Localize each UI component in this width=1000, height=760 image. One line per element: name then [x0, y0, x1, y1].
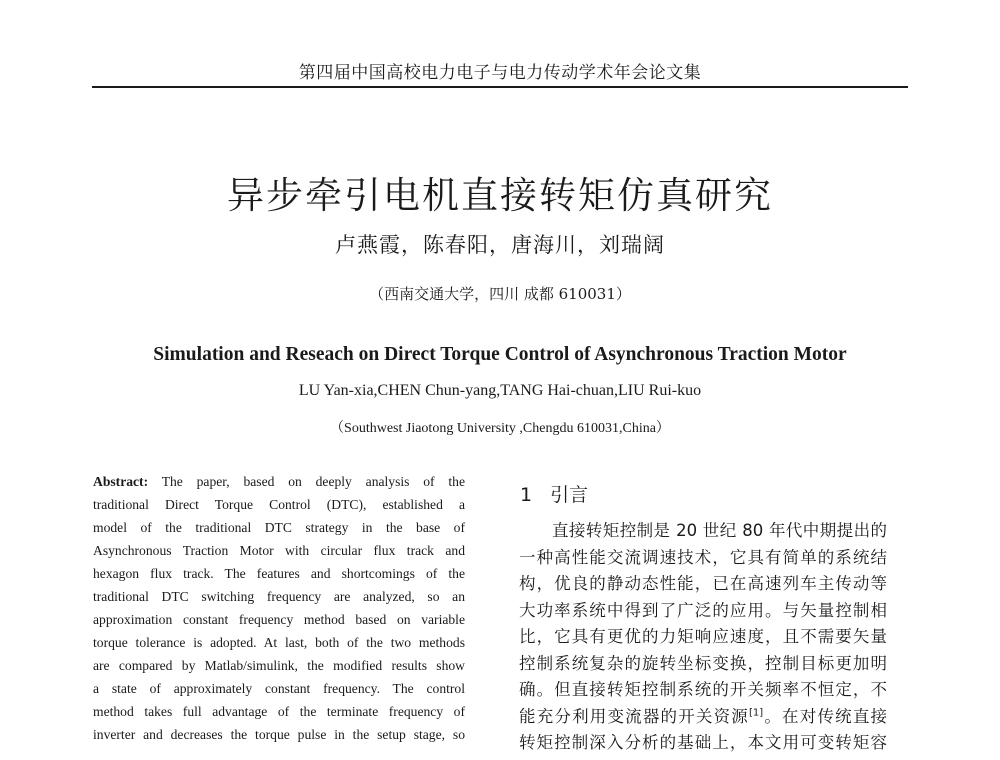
abstract-label: Abstract:	[93, 474, 149, 489]
intro-paragraph	[519, 518, 887, 757]
running-header: 第四届中国高校电力电子与电力传动学术年会论文集	[298, 63, 702, 83]
abstract-line: method takes full advantage of the terminate frequency of	[93, 704, 465, 719]
intro-line	[519, 704, 887, 731]
intro-line: 转矩控制深入分析的基础上，本文用可变转矩容	[519, 733, 887, 752]
abstract-line: are compared by Matlab/simulink, the modified results show	[93, 658, 465, 673]
abstract-line: approximation constant frequency method based on variable	[93, 612, 465, 627]
abstract-line: hexagon flux track. The features and shortcomings of the	[93, 566, 465, 581]
abstract-line: Asynchronous Traction Motor with circular flux track and	[93, 543, 465, 558]
abstract-line: traditional Direct Torque Control (DTC), established a	[93, 497, 465, 512]
intro-line: 大功率系统中得到了广泛的应用。与矢量控制相	[519, 600, 887, 620]
authors-en: LU Yan-xia,CHEN Chun-yang,TANG Hai-chuan,LIU Rui-kuo	[298, 382, 702, 399]
intro-text: 能充分利用变流器的开关资源	[519, 706, 749, 726]
abstract	[93, 470, 465, 746]
abstract-line: a state of approximately constant frequency. The control	[93, 681, 465, 696]
abstract-text: The paper, based on deeply analysis of the	[161, 474, 465, 489]
paper-title-cn: 异步牵引电机直接转矩仿真研究	[227, 174, 773, 217]
section-title: 引言	[550, 484, 589, 506]
intro-line: 构，优良的静动态性能，已在高速列车主传动等	[519, 574, 887, 593]
citation-ref[interactable]: [1]	[749, 707, 764, 718]
header-rule	[92, 86, 908, 88]
intro-line: 控制系统复杂的旋转坐标变换，控制目标更加明	[519, 653, 887, 673]
abstract-line: model of the traditional DTC strategy in the base of	[93, 520, 465, 535]
paper-title-en: Simulation and Reseach on Direct Torque Control of Asynchronous Traction Motor	[153, 344, 847, 365]
section-heading	[520, 480, 588, 507]
intro-text: 。在对传统直接	[763, 706, 888, 726]
affiliation-en: （Southwest Jiaotong University ,Chengdu 610031,China）	[330, 421, 670, 436]
affiliation-cn: （西南交通大学，四川 成都 610031）	[369, 285, 631, 303]
intro-line: 直接转矩控制是 20 世纪 80 年代中期提出的	[552, 521, 887, 540]
abstract-line: inverter and decreases the torque pulse in the setup stage, so	[93, 727, 465, 742]
authors-cn: 卢燕霞，陈春阳，唐海川，刘瑞阔	[335, 233, 665, 257]
abstract-line	[93, 470, 465, 493]
intro-line: 确。但直接转矩控制系统的开关频率不恒定，不	[519, 680, 887, 699]
abstract-line: traditional DTC switching frequency are analyzed, so an	[93, 589, 465, 604]
intro-line: 比，它具有更优的力矩响应速度，且不需要矢量	[519, 627, 887, 646]
section-number: 1	[520, 484, 533, 506]
intro-line: 一种高性能交流调速技术，它具有简单的系统结	[519, 547, 887, 567]
abstract-line: torque tolerance is adopted. At last, both of the two methods	[93, 635, 465, 650]
